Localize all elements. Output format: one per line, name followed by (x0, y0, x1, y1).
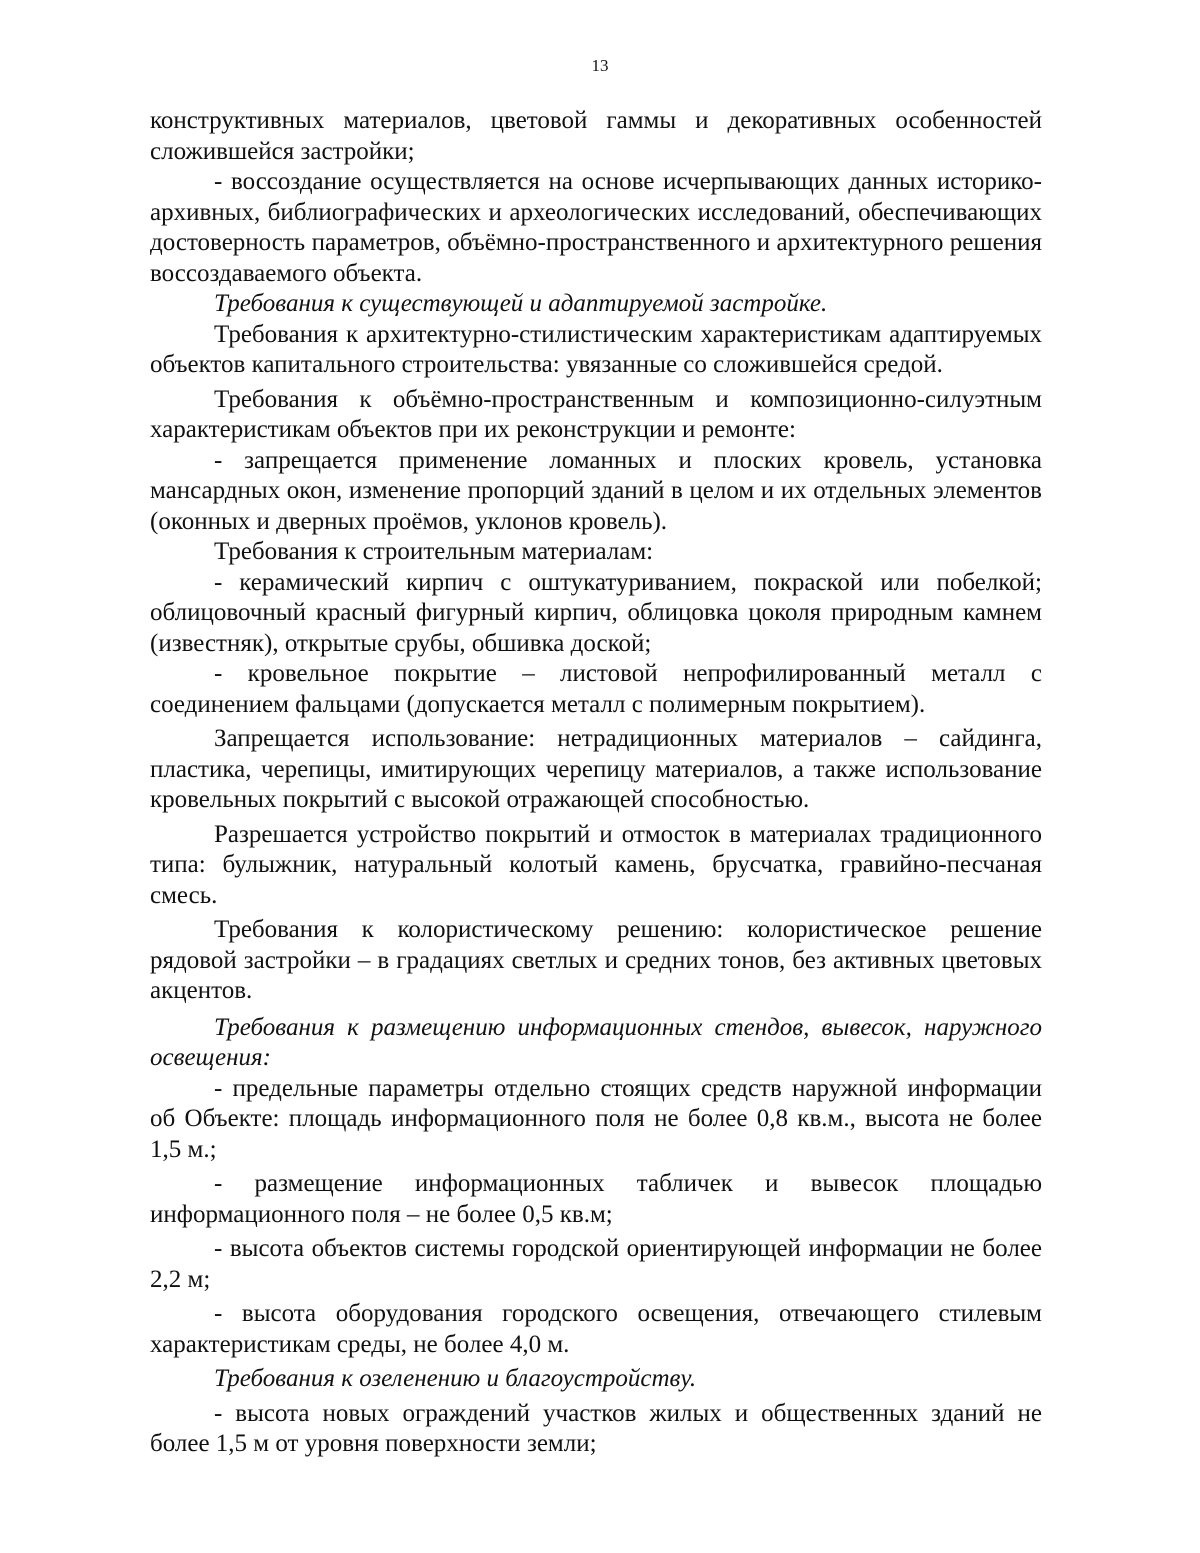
paragraph-materials-heading: Требования к строительным материалам: (214, 538, 654, 565)
page-number: 13 (591, 56, 609, 75)
paragraph-volume-requirements: Требования к объёмно-пространственным и композиционно-силуэтным характеристикам объектов при их реконструкции и ремонте: (150, 385, 1042, 443)
heading-signage: Требования к размещению информационных стендов, вывесок, наружного освещения: (150, 1013, 1042, 1071)
heading-existing-buildings: Требования к существующей и адаптируемой застройке. (214, 290, 828, 317)
paragraph-architectural-style: Требования к архитектурно-стилистическим характеристикам адаптируемых объектов капитального строительства: увязанные со сложившейся средой. (150, 320, 1042, 378)
paragraph-orientation-info: - высота объектов системы городской ориентирующей информации не более 2,2 м; (150, 1235, 1042, 1293)
paragraph-brick-materials: - керамический кирпич с оштукатуриванием, покраской или побелкой; облицовочный красный фигурный кирпич, облицовка цоколя природным камнем (известняк), открытые срубы, обшивка доской; (150, 568, 1042, 657)
paragraph-continuation: конструктивных материалов, цветовой гаммы и декоративных особенностей сложившейся застройки; (150, 107, 1042, 165)
paragraph-sign-limits: - предельные параметры отдельно стоящих средств наружной информации об Объекте: площадь информационного поля не более 0,8 кв.м., высота не более 1,5 м.; (150, 1074, 1042, 1163)
paragraph-roofing: - кровельное покрытие – листовой непрофилированный металл с соединением фальцами (допускается металл с полимерным покрытием). (150, 660, 1042, 718)
paragraph-fences: - высота новых ограждений участков жилых и общественных зданий не более 1,5 м от уровня поверхности земли; (150, 1399, 1042, 1457)
paragraph-color-scheme: Требования к колористическому решению: колористическое решение рядовой застройки – в градациях светлых и средних тонов, без активных цветовых акцентов. (150, 916, 1042, 1004)
heading-landscaping: Требования к озеленению и благоустройству. (214, 1365, 697, 1392)
paragraph-recreation-basis: - воссоздание осуществляется на основе исчерпывающих данных историко-архивных, библиографических и археологических исследований, обеспечивающих достоверность параметров, объёмно-пространственного и архитектурного решения воссоздаваемого объекта. (150, 168, 1042, 287)
paragraph-roof-prohibition: - запрещается применение ломанных и плоских кровель, установка мансардных окон, изменение пропорций зданий в целом и их отдельных элементов (оконных и дверных проёмов, уклонов кровель). (150, 446, 1042, 535)
paragraph-plaques: - размещение информационных табличек и вывесок площадью информационного поля – не более 0,5 кв.м; (150, 1170, 1042, 1228)
paragraph-prohibited-materials: Запрещается использование: нетрадиционных материалов – сайдинга, пластика, черепицы, имитирующих черепицу материалов, а также использование кровельных покрытий с высокой отражающей способностью. (150, 725, 1042, 813)
paragraph-lighting: - высота оборудования городского освещения, отвечающего стилевым характеристикам среды, не более 4,0 м. (150, 1300, 1042, 1358)
paragraph-allowed-paving: Разрешается устройство покрытий и отмосток в материалах традиционного типа: булыжник, натуральный колотый камень, брусчатка, гравийно-песчаная смесь. (150, 820, 1042, 909)
document-body (150, 106, 1042, 1460)
